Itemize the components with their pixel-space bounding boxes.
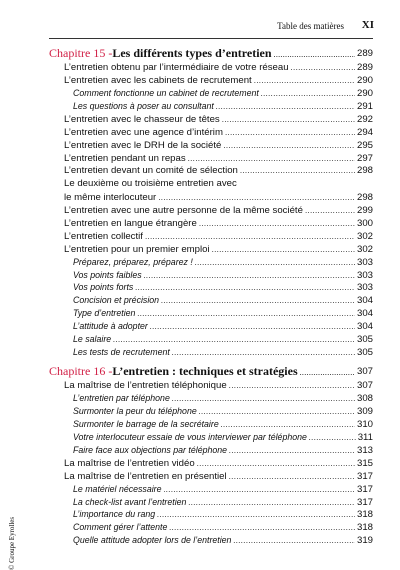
entry-page-number: 307 [356, 366, 373, 378]
toc-subsection [49, 484, 373, 495]
entry-page-number: 289 [356, 61, 373, 73]
entry-page-number: 304 [356, 295, 373, 307]
dot-leader [229, 380, 355, 391]
entry-page-number: 310 [356, 418, 373, 430]
toc-section [49, 218, 373, 229]
dot-leader [221, 419, 355, 430]
dot-leader [212, 244, 355, 255]
dot-leader [229, 445, 355, 456]
dot-leader [291, 62, 355, 73]
entry-title: L’entretien avec le chasseur de têtes [64, 113, 220, 125]
dot-leader [164, 484, 355, 495]
entry-page-number: 303 [356, 256, 373, 268]
entry-title: L’entretien devant un comité de sélection [64, 165, 238, 177]
entry-page-number: 319 [356, 535, 373, 547]
dot-leader [274, 49, 355, 60]
entry-page-number: 297 [356, 152, 373, 164]
dot-leader [150, 321, 355, 332]
toc-subsection [49, 419, 373, 430]
toc-subsection [49, 270, 373, 281]
toc-section [49, 244, 373, 255]
toc-section [49, 205, 373, 216]
dot-leader [161, 295, 355, 306]
toc-subsection [49, 406, 373, 417]
entry-title: Les tests de recrutement [73, 347, 170, 358]
toc-section [49, 127, 373, 138]
dot-leader [157, 509, 355, 520]
dot-leader [144, 270, 355, 281]
entry-title: Surmonter le barrage de la secrétaire [73, 418, 219, 429]
entry-title: Vos points forts [73, 282, 134, 293]
entry-page-number: 298 [356, 165, 373, 177]
entry-title: Concision et précision [73, 295, 160, 306]
entry-title: Vos points faibles [73, 269, 142, 280]
entry-title: L’importance du rang [73, 509, 156, 520]
toc-subsection [49, 88, 373, 99]
dot-leader [300, 367, 355, 378]
page-number: XI [361, 19, 374, 31]
entry-title: La maîtrise de l’entretien vidéo [64, 457, 195, 469]
chapter-number: Chapitre 15 - [49, 46, 113, 60]
toc-section [49, 458, 373, 469]
entry-title: L’entretien en langue étrangère [64, 217, 197, 229]
entry-title: L’entretien avec une autre personne de la même société [64, 204, 303, 216]
entry-page-number: 289 [356, 48, 373, 59]
dot-leader [172, 393, 355, 404]
entry-title: Préparez, préparez, préparez ! [73, 256, 193, 267]
table-of-contents [49, 47, 373, 548]
dot-leader [309, 432, 356, 443]
entry-title: L’entretien avec une agence d’intérim [64, 126, 223, 138]
entry-page-number: 291 [356, 100, 373, 112]
entry-title: Faire face aux objections par téléphone [73, 444, 228, 455]
dot-leader [195, 257, 355, 268]
toc-section [49, 380, 373, 391]
dot-leader [222, 114, 355, 125]
entry-title: Le matériel nécessaire [73, 483, 162, 494]
header-rule [49, 38, 373, 39]
entry-title: L’attitude à adopter [73, 321, 148, 332]
dot-leader [229, 471, 355, 482]
toc-section [49, 231, 373, 242]
entry-page-number: 302 [356, 243, 373, 255]
entry-title: Votre interlocuteur essaie de vous interviewer par téléphone [73, 431, 307, 442]
dot-leader [216, 101, 355, 112]
entry-page-number: 308 [356, 393, 373, 404]
dot-leader [223, 140, 355, 151]
entry-title: L’entretien : techniques et stratégies [112, 364, 298, 379]
entry-page-number: 292 [356, 113, 373, 125]
entry-title: L’entretien collectif [64, 230, 143, 242]
toc-subsection [49, 509, 373, 520]
entry-page-number: 317 [356, 496, 373, 508]
entry-title: L’entretien pendant un repas [64, 152, 186, 164]
entry-page-number: 290 [356, 74, 373, 86]
toc-section [49, 62, 373, 73]
entry-page-number: 305 [356, 347, 373, 359]
entry-page-number: 299 [356, 204, 373, 216]
dot-leader [137, 308, 355, 319]
dot-leader [145, 231, 355, 242]
entry-page-number: 290 [356, 87, 373, 99]
dot-leader [172, 347, 355, 358]
toc-subsection [49, 334, 373, 345]
entry-page-number: 309 [356, 405, 373, 417]
dot-leader [135, 282, 355, 293]
entry-title: L’entretien par téléphone [73, 393, 170, 403]
toc-section [49, 153, 373, 164]
entry-title: La maîtrise de l’entretien téléphonique [64, 380, 227, 392]
dot-leader [254, 75, 355, 86]
entry-page-number: 303 [356, 269, 373, 281]
toc-section [49, 192, 373, 203]
entry-page-number: 302 [356, 230, 373, 242]
toc-subsection [49, 101, 373, 112]
toc-section [49, 165, 373, 176]
toc-section [49, 140, 373, 151]
dot-leader [225, 127, 355, 138]
toc-chapter [49, 365, 373, 378]
entry-page-number: 318 [356, 509, 373, 521]
toc-subsection [49, 282, 373, 293]
entry-page-number: 304 [356, 308, 373, 320]
entry-page-number: 295 [356, 139, 373, 151]
entry-title: L’entretien avec le DRH de la société [64, 139, 222, 151]
dot-leader [233, 535, 355, 546]
toc-subsection [49, 321, 373, 332]
entry-title: L’entretien pour un premier emploi [64, 243, 210, 255]
entry-page-number: 307 [356, 380, 373, 392]
entry-page-number: 315 [356, 457, 373, 469]
entry-page-number: 317 [356, 483, 373, 495]
dot-leader [199, 218, 355, 229]
entry-title: Les différents types d’entretien [112, 46, 272, 60]
entry-title: Type d’entretien [73, 308, 136, 319]
entry-page-number: 305 [356, 334, 373, 346]
entry-title: L’entretien obtenu par l’intermédiaire de votre réseau [64, 61, 289, 73]
toc-section [49, 75, 373, 86]
entry-page-number: 303 [356, 282, 373, 294]
entry-page-number: 298 [356, 191, 373, 203]
entry-page-number: 294 [356, 126, 373, 138]
entry-page-number: 304 [356, 321, 373, 333]
entry-title: Surmonter la peur du téléphone [73, 405, 197, 416]
toc-chapter [49, 47, 373, 60]
dot-leader [240, 165, 355, 176]
toc-section [49, 471, 373, 482]
toc-subsection [49, 535, 373, 546]
toc-subsection [49, 295, 373, 306]
entry-page-number: 311 [357, 431, 373, 443]
toc-section [49, 178, 373, 189]
entry-page-number: 318 [356, 522, 373, 534]
dot-leader [261, 88, 355, 99]
entry-title: le même interlocuteur [64, 191, 157, 203]
toc-subsection [49, 257, 373, 268]
running-header [0, 20, 400, 34]
dot-leader [197, 458, 355, 469]
entry-title: Comment fonctionne un cabinet de recrutement [73, 87, 259, 98]
entry-title: Le deuxième ou troisième entretien avec [64, 178, 237, 190]
entry-title: La maîtrise de l’entretien en présentiel [64, 470, 227, 482]
entry-page-number: 313 [356, 444, 373, 456]
dot-leader [188, 153, 355, 164]
copyright-notice: © Groupe Eyrolles [8, 516, 16, 570]
entry-title: La check-list avant l’entretien [73, 496, 187, 507]
toc-subsection [49, 308, 373, 319]
toc-subsection [49, 347, 373, 358]
entry-title: Comment gérer l’attente [73, 522, 168, 533]
dot-leader [169, 522, 355, 533]
toc-section [49, 114, 373, 125]
toc-subsection [49, 522, 373, 533]
toc-subsection [49, 497, 373, 508]
dot-leader [188, 497, 355, 508]
dot-leader [305, 205, 355, 216]
running-title: Table des matières [277, 21, 344, 31]
entry-title: Le salaire [73, 334, 112, 345]
dot-leader [199, 406, 355, 417]
entry-title: L’entretien avec les cabinets de recrutement [64, 74, 252, 86]
dot-leader [113, 334, 355, 345]
toc-subsection [49, 393, 373, 404]
toc-subsection [49, 445, 373, 456]
entry-page-number: 317 [356, 470, 373, 482]
entry-title: Quelle attitude adopter lors de l’entretien [73, 535, 232, 546]
chapter-number: Chapitre 16 - [49, 364, 113, 379]
entry-page-number: 300 [356, 217, 373, 229]
dot-leader [158, 192, 355, 203]
entry-title: Les questions à poser au consultant [73, 100, 214, 111]
toc-subsection [49, 432, 373, 443]
